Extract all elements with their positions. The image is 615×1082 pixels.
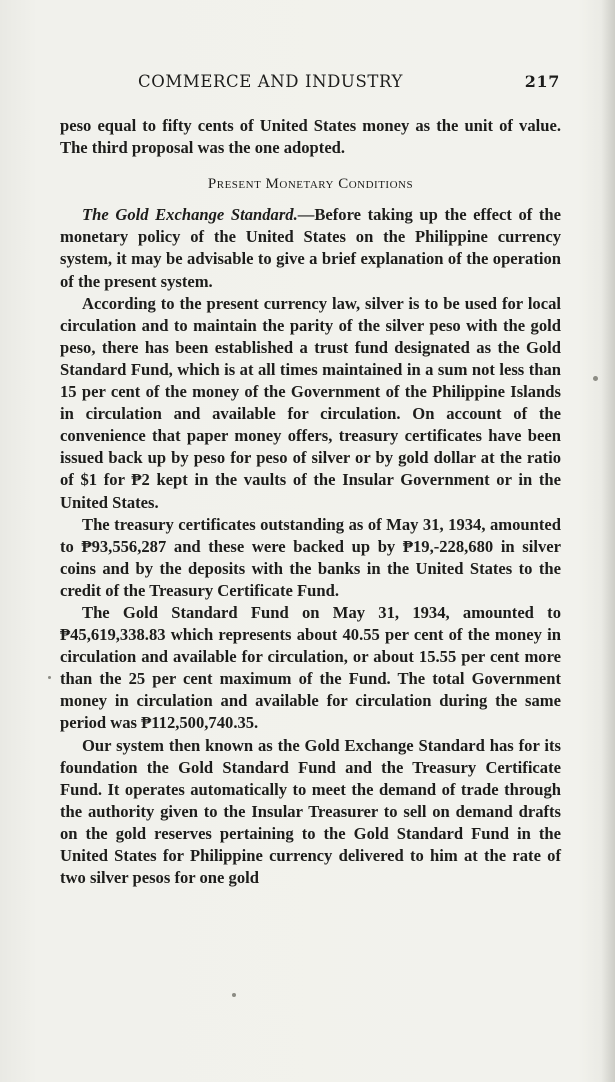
paragraph-currency-law: According to the present currency law, silver is to be used for local circulation and to maintain the parity of the silver peso with the gold peso, there has been established a trust fund designated as the Gold Standard Fund, which is at all times maintained in a sum not less than 15 per cent of the money of the Government of the Philippine Islands in circulation and available for circulation. On account of the convenience that paper money offers, treasury certificates have been issued back up by peso for peso of silver or by gold dollar at the ratio of $1 for ₱2 kept in the vaults of the Insular Government or in the United States. [60, 293, 561, 512]
section-heading: Present Monetary Conditions [207, 176, 414, 193]
paragraph-italic-lead: The Gold Exchange Standard. [82, 205, 298, 225]
paragraph-gold-exchange-standard [60, 204, 561, 292]
paragraph-treasury-certificates: The treasury certificates outstanding as of May 31, 1934, amounted to ₱93,556,287 and these were backed up by ₱19,-228,680 in silver coins and by the deposits with the banks in the United States to the credit of the Treasury Certificate Fund. [60, 514, 561, 600]
page-header [60, 68, 560, 98]
paper-speck [232, 993, 236, 997]
paragraph-text: —Before taking up the effect of the monetary policy of the United States on the Philippine currency system, it may be advisable to give a brief explanation of the operation of the present system. [60, 205, 561, 291]
paragraph-system-foundation: Our system then known as the Gold Exchange Standard has for its foundation the Gold Standard Fund and the Treasury Certificate Fund. It operates automatically to meet the demand of trade through the authority given to the Insular Treasurer to sell on demand drafts on the gold reserves pertaining to the Gold Standard Fund in the United States for Philippine currency delivered to him at the rate of two silver pesos for one gold [60, 735, 561, 888]
paper-speck [48, 676, 51, 679]
body-text [60, 115, 561, 889]
paragraph-gold-standard-fund: The Gold Standard Fund on May 31, 1934, amounted to ₱45,619,338.83 which represents about 40.55 per cent of the money in circulation and available for circulation, or about 15.55 per cent more than the 25 per cent maximum of the Fund. The total Government money in circulation and available for circulation during the same period was ₱112,500,740.35. [60, 602, 561, 733]
running-title: COMMERCE AND INDUSTRY [138, 72, 403, 91]
page-number: 217 [524, 72, 560, 91]
page-edge-shadow [601, 0, 615, 1082]
paragraph-continuation: peso equal to fifty cents of United States money as the unit of value. The third proposal was the one adopted. [60, 116, 561, 158]
paper-speck [593, 376, 598, 381]
